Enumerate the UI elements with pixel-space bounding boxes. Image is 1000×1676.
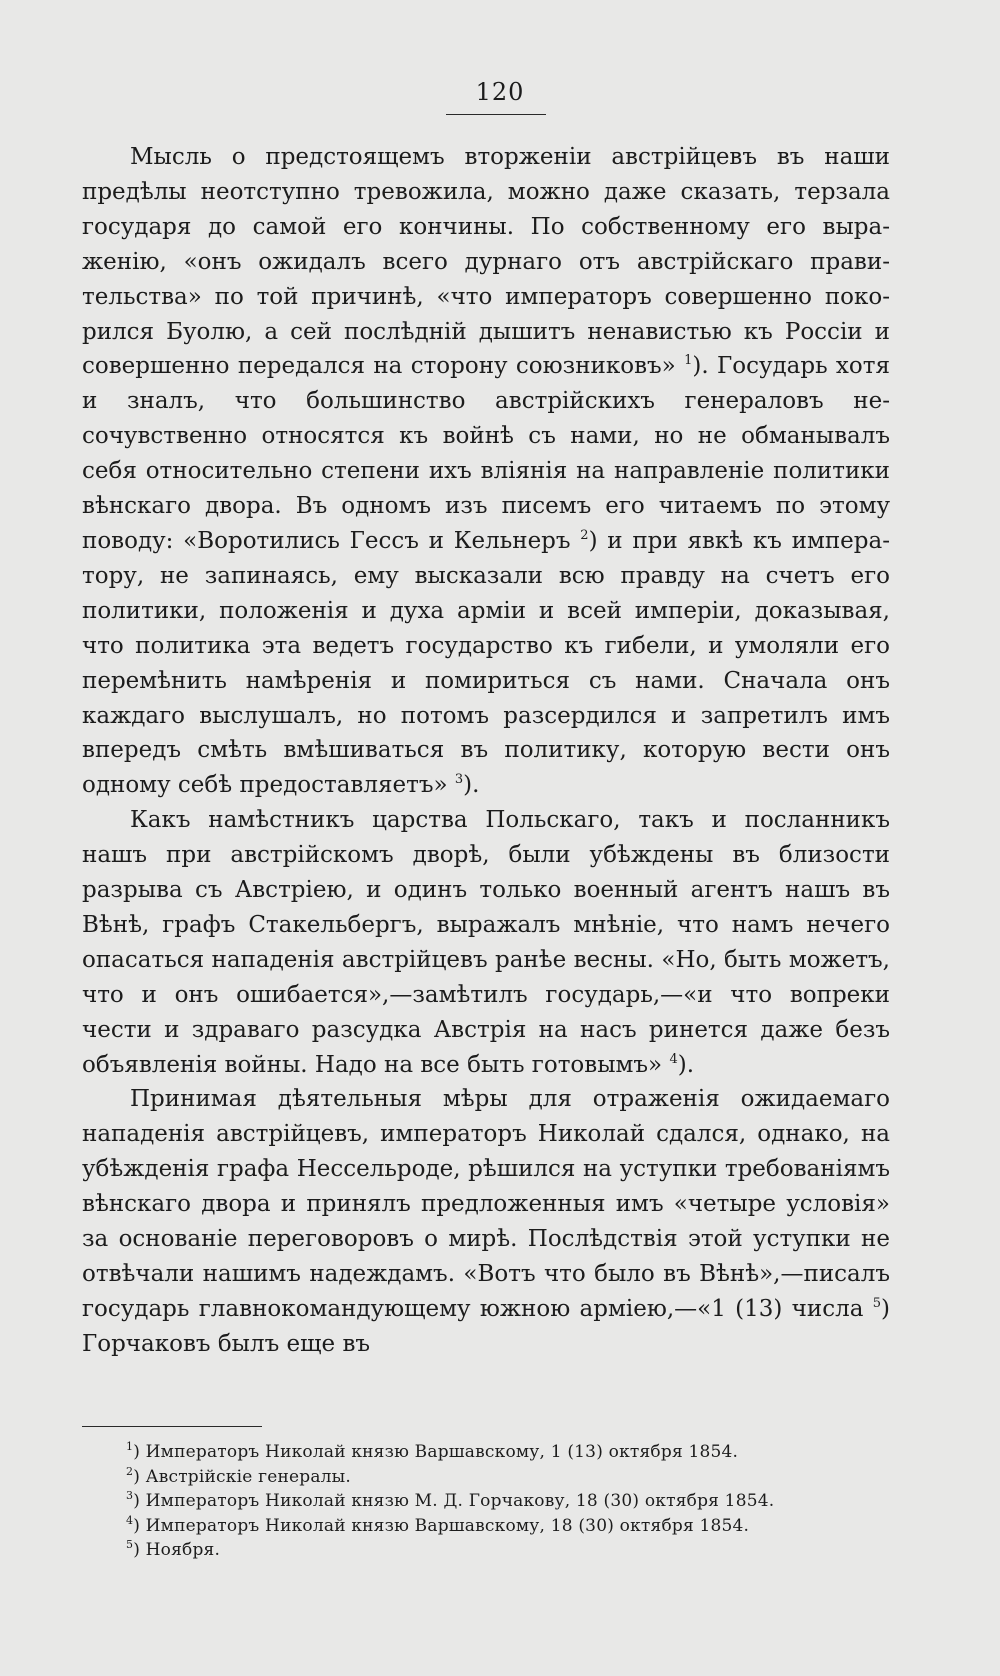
footnote — [126, 1514, 896, 1539]
footnote — [126, 1538, 896, 1563]
paragraph — [82, 803, 890, 1082]
paragraph-text: Мысль о предстоящемъ вторженiи австрiйцевъ въ наши предѣлы неотступно тревожила, можно даже сказать, терзала государя до самой его кончины. По собственному его выраженiю, «онъ ожидалъ всего дурнаго отъ австрiйскаго правительства» по той причинѣ, «что императоръ совершенно покорился Буолю, а сей послѣднiй дышитъ ненавистью къ Россiи и совершенно передался на сторону союзниковъ» — [82, 144, 890, 380]
footnote-ref: 4 — [669, 1051, 678, 1067]
footnote-mark: 3 — [126, 1489, 134, 1503]
body-text — [82, 140, 890, 1362]
footnote — [126, 1465, 896, 1490]
page-number: 120 — [475, 78, 525, 106]
footnote-text: ) Австрiйскiе генералы. — [133, 1466, 352, 1487]
footnote-mark: 2 — [126, 1464, 134, 1478]
footnotes — [126, 1440, 896, 1563]
paragraph-text: ) и при явкѣ къ императору, не запинаясь, ему высказали всю правду на счетъ его политики, положенiя и духа армiи и всей имперiи, доказывая, что политика эта ведетъ государство къ гибели, и умоляли его перемѣнить намѣренiя и помириться съ нами. Сначала онъ каждаго выслушалъ, но потомъ разсердился и запретилъ имъ впередъ смѣть вмѣшиваться въ политику, которую вести онъ одному себѣ предоставляетъ» — [82, 527, 890, 799]
footnote — [126, 1489, 896, 1514]
footnote-mark: 5 — [126, 1538, 134, 1552]
footnote-mark: 4 — [126, 1513, 134, 1527]
header-rule — [446, 114, 546, 115]
footnote-text: ) Императоръ Николай князю М. Д. Горчакову, 18 (30) октября 1854. — [133, 1491, 775, 1512]
paragraph-text: Какъ намѣстникъ царства Польскаго, такъ и посланникъ нашъ при австрiйскомъ дворѣ, были убѣждены въ близости разрыва съ Австрiею, и одинъ только военный агентъ нашъ въ Вѣнѣ, графъ Стакельбергъ, выражалъ мнѣнiе, что намъ нечего опасаться нападенiя австрiйцевъ ранѣе весны. «Но, быть можетъ, что и онъ ошибается»,—замѣтилъ государь,—«и что вопреки чести и здраваго разсудка Австрiя на насъ ринется даже безъ объявленiя войны. Надо на все быть готовымъ» — [82, 807, 890, 1078]
paragraph-text: ) Горчаковъ былъ еще въ — [82, 1295, 890, 1357]
paragraph — [82, 140, 890, 803]
paragraph-text: ). — [677, 1051, 695, 1078]
footnote — [126, 1440, 896, 1465]
footnote-ref: 5 — [872, 1295, 882, 1311]
footnote-mark: 1 — [126, 1440, 134, 1453]
footnote-rule — [82, 1426, 262, 1427]
footnote-ref: 3 — [454, 772, 464, 788]
footnote-text: ) Ноября. — [133, 1540, 221, 1561]
footnote-ref: 2 — [580, 527, 589, 543]
paragraph-text: ). — [463, 772, 480, 799]
paragraph — [82, 1082, 890, 1361]
footnote-text: ) Императоръ Николай князю Варшавскому, 1 (13) октября 1854. — [133, 1442, 739, 1462]
paragraph-text: Принимая дѣятельныя мѣры для отраженiя ожидаемаго нападенiя австрiйцевъ, императоръ Николай сдался, однако, на убѣжденiя графа Нессельроде, рѣшился на уступки требованiямъ вѣнскаго двора и принялъ предложенныя имъ «четыре условiя» за основанiе переговоровъ о мирѣ. Послѣдствiя этой уступки не отвѣчали нашимъ надеждамъ. «Вотъ что было въ Вѣнѣ»,—писалъ государь главнокомандующему южною армiею,—«1 (13) числа — [82, 1086, 890, 1322]
footnote-ref: 1 — [684, 353, 693, 369]
paragraph-text: ). Государь хотя и зналъ, что большинство австрiйскихъ генераловъ несочувственно относятся къ войнѣ съ нами, но не обманывалъ себя относительно степени ихъ влiянiя на направленiе политики вѣнскаго двора. Въ одномъ изъ писемъ его читаемъ по этому поводу: «Воротились Гессъ и Кельнеръ — [82, 353, 890, 554]
footnote-text: ) Императоръ Николай князю Варшавскому, 18 (30) октября 1854. — [133, 1515, 750, 1536]
